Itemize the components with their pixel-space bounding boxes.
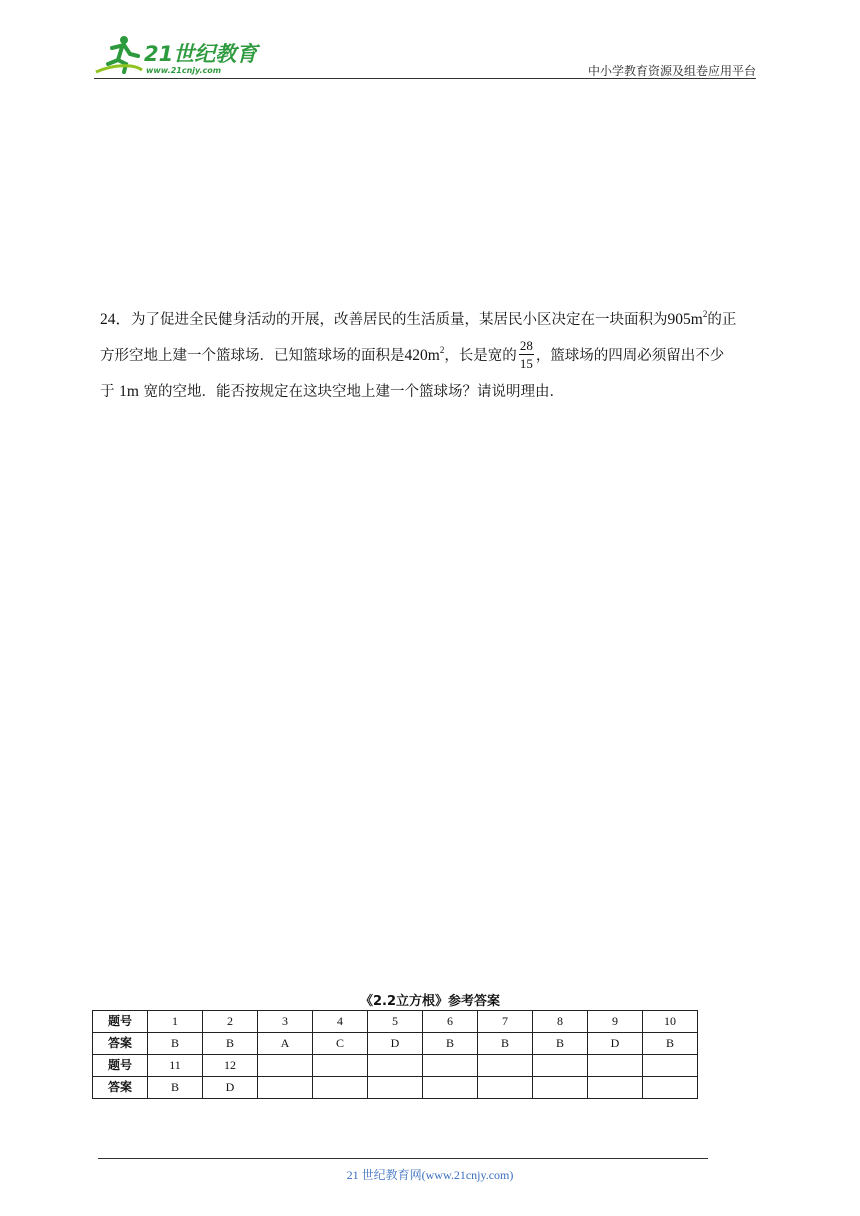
- question-number: 6: [423, 1011, 478, 1033]
- answer-cell: A: [258, 1033, 313, 1055]
- table-row: [93, 1055, 698, 1077]
- answer-cell: B: [533, 1033, 588, 1055]
- question-number: 9: [588, 1011, 643, 1033]
- problem-line-2: [100, 338, 780, 374]
- table-row: [93, 1011, 698, 1033]
- problem-text-5: ，篮球场的四周必须留出不少: [535, 348, 725, 364]
- ratio-fraction: [519, 337, 534, 372]
- question-number: 8: [533, 1011, 588, 1033]
- site-logo: [94, 34, 264, 76]
- answer-key-title: 《2.2立方根》参考答案: [359, 994, 501, 1009]
- answer-cell: B: [423, 1033, 478, 1055]
- answer-cell: B: [203, 1033, 258, 1055]
- row-header: 题号: [93, 1011, 148, 1033]
- question-number: [588, 1055, 643, 1077]
- question-number: [313, 1055, 368, 1077]
- question-number: [478, 1055, 533, 1077]
- problem-number: 24．: [100, 311, 132, 328]
- header-divider: [94, 78, 756, 79]
- answer-cell: [423, 1077, 478, 1099]
- footer-divider: [98, 1158, 708, 1159]
- question-number: 7: [478, 1011, 533, 1033]
- answer-cell: B: [478, 1033, 533, 1055]
- platform-name: 中小学教育资源及组卷应用平台: [587, 64, 756, 78]
- logo-url: www.21cnjy.com: [146, 66, 222, 75]
- question-number: 10: [643, 1011, 698, 1033]
- problem-text-6: 于: [100, 384, 115, 400]
- answer-cell: [313, 1077, 368, 1099]
- question-number: [258, 1055, 313, 1077]
- answer-cell: D: [588, 1033, 643, 1055]
- problem-text-2: 的正: [707, 312, 737, 328]
- table-row: [93, 1033, 698, 1055]
- answer-cell: D: [368, 1033, 423, 1055]
- runner-icon: [96, 36, 142, 72]
- answer-cell: [643, 1077, 698, 1099]
- question-number: 4: [313, 1011, 368, 1033]
- margin-width: 1m: [119, 383, 139, 400]
- fraction-numerator: 28: [519, 337, 533, 353]
- question-number: [643, 1055, 698, 1077]
- question-number: 12: [203, 1055, 258, 1077]
- row-header: 答案: [93, 1077, 148, 1099]
- court-area: $420m^2$: [404, 345, 445, 364]
- answer-cell: [588, 1077, 643, 1099]
- answer-cell: [533, 1077, 588, 1099]
- question-number: 3: [258, 1011, 313, 1033]
- footer-link[interactable]: 21 世纪教育网(www.21cnjy.com): [346, 1168, 514, 1182]
- question-number: 11: [148, 1055, 203, 1077]
- answer-cell: [258, 1077, 313, 1099]
- answer-cell: B: [643, 1033, 698, 1055]
- question-number: [368, 1055, 423, 1077]
- table-row: [93, 1077, 698, 1099]
- answer-cell: D: [203, 1077, 258, 1099]
- problem-text-3: 方形空地上建一个篮球场．已知篮球场的面积是: [100, 348, 405, 364]
- land-area: $905m^2$: [667, 309, 708, 328]
- answer-cell: [478, 1077, 533, 1099]
- question-number: [423, 1055, 478, 1077]
- row-header: 答案: [93, 1033, 148, 1055]
- question-number: 1: [148, 1011, 203, 1033]
- answer-cell: [368, 1077, 423, 1099]
- problem-text-4: ，长是宽的: [444, 348, 517, 364]
- problem-line-1: [100, 302, 780, 338]
- question-number: 2: [203, 1011, 258, 1033]
- logo-text: 21世纪教育: [144, 42, 258, 66]
- question-number: [533, 1055, 588, 1077]
- answer-cell: B: [148, 1077, 203, 1099]
- problem-line-3: [100, 374, 780, 410]
- answer-cell: B: [148, 1033, 203, 1055]
- answer-cell: C: [313, 1033, 368, 1055]
- question-number: 5: [368, 1011, 423, 1033]
- answer-table: [92, 1010, 698, 1099]
- row-header: 题号: [93, 1055, 148, 1077]
- problem-24: [100, 302, 780, 410]
- problem-text-1: 为了促进全民健身活动的开展，改善居民的生活质量，某居民小区决定在一块面积为: [131, 312, 668, 328]
- fraction-denominator: 15: [519, 355, 533, 371]
- problem-text-7: 宽的空地．能否按规定在这块空地上建一个篮球场？请说明理由．: [143, 384, 565, 400]
